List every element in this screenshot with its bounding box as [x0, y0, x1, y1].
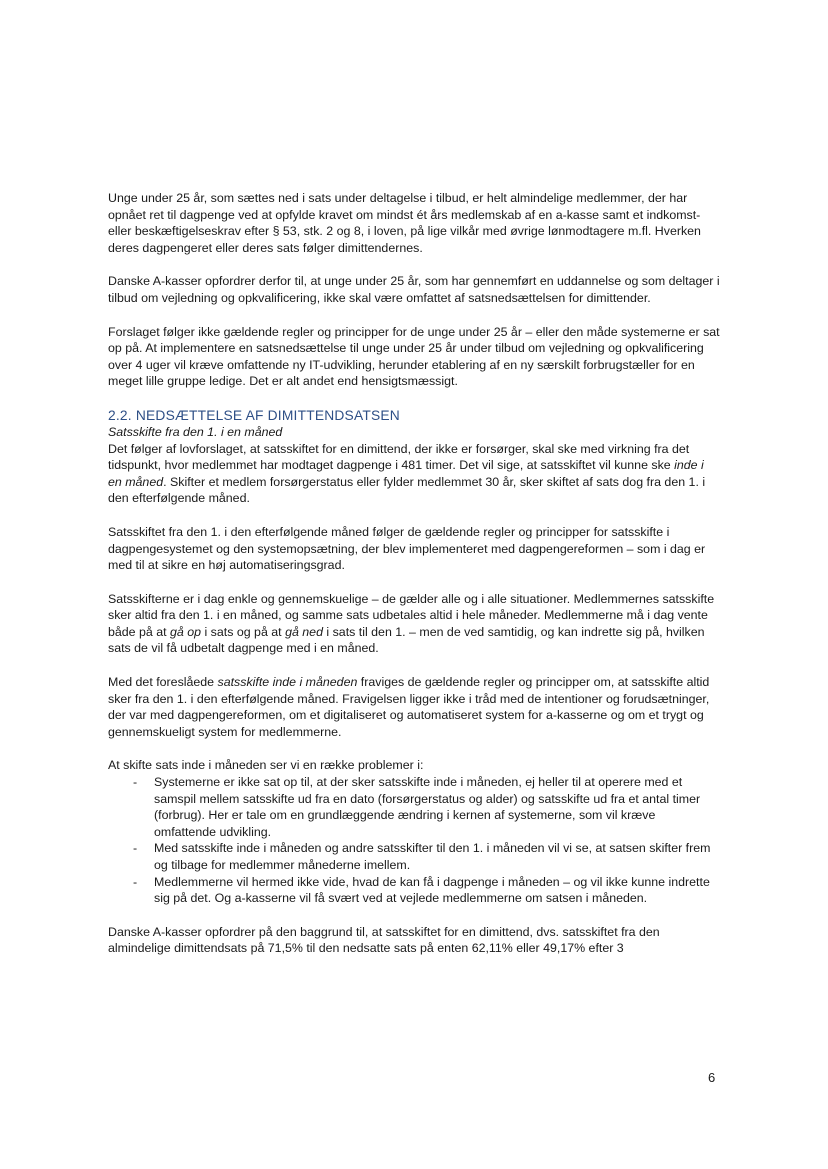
text-run: fraviges de gældende regler og principper om, at satsskifte altid sker fra den 1. i den efterfølgende måned. Fravigelsen ligger ikke i tråd med de intentioner og forudsætninger, der var med dagpengereformen, om et digitaliseret og automatiseret system for a-kasserne og om et trygt og gennemskueligt system for medlemmerne. [108, 675, 710, 739]
emphasis-gaa-op: gå op [170, 624, 202, 639]
emphasis-inde-i-en-maaned: inde i en måned [108, 458, 704, 489]
paragraph-foreslaaede [108, 674, 720, 740]
bullet-dash: - [133, 874, 138, 889]
list-item-text: Med satsskifte inde i måneden og andre satsskifter til den 1. i måneden vil vi se, at satsen skifter frem og tilbage for medlemmer månederne imellem. [154, 841, 711, 872]
paragraph-lovforslaget [108, 441, 720, 507]
bullet-dash: - [133, 775, 138, 790]
paragraph-satsskifterne [108, 591, 720, 657]
text-run: . Skifter et medlem forsørgerstatus eller fylder medlemmet 30 år, sker skiftet af sats dog fra den 1. i den efterfølgende måned. [108, 474, 706, 506]
paragraph-unge-under-25: Unge under 25 år, som sættes ned i sats under deltagelse i tilbud, er helt almindelige medlemmer, der har opnået ret til dagpenge ved at opfylde kravet om mindst ét års medlemskab af en a-kasse samt et indkomst- eller beskæftigelseskrav efter § 53, stk. 2 og 8, i loven, på lige vilkår med øvrige lønmodtagere m.fl. Hverken deres dagpengeret eller deres sats følger dimittendernes. [108, 191, 701, 255]
list-item-text: Medlemmerne vil hermed ikke vide, hvad de kan få i dagpenge i måneden – og vil ikke kunne indrette sig på det. Og a-kasserne vil få svært ved at vejlede medlemmerne om satsen i måneden. [154, 874, 710, 906]
emphasis-satsskifte-inde-i-maaneden: satsskifte inde i måneden [217, 675, 358, 690]
text-run: Satsskifterne er i dag enkle og gennemskuelige – de gælder alle og i alle situationer. Medlemmernes satsskifte sker altid fra den 1. i en måned, og samme sats udbetales altid i hele måneder. Medlemmerne må i dag vente både på at [108, 591, 715, 639]
text-run: i sats og på at [201, 624, 286, 639]
paragraph-problemer-lead: At skifte sats inde i måneden ser vi en række problemer i: [108, 758, 424, 773]
text-run: Det følger af lovforslaget, at satsskiftet for en dimittend, der ikke er forsørger, skal ske med virkning fra det tidspunkt, hvor medlemmet har modtaget dagpenge i 481 timer. Det vil sige, at satsskiftet vil kunne ske [108, 441, 690, 473]
section-subheading: Satsskifte fra den 1. i en måned [108, 424, 283, 439]
emphasis-gaa-ned: gå ned [285, 624, 323, 639]
document-page [108, 190, 720, 974]
bullet-dash: - [133, 841, 138, 856]
text-run: i sats til den 1. – men de ved samtidig, og kan indrette sig på, hvilken sats de vil få udbetalt dagpenge med i en måned. [108, 624, 705, 656]
paragraph-opfordring-unge: Danske A-kasser opfordrer derfor til, at unge under 25 år, som har gennemført en uddannelse og som deltager i tilbud om vejledning og opkvalificering, ikke skal være omfattet af satsnedsættelsen for dimittender. [108, 274, 720, 305]
section-heading: 2.2. NEDSÆTTELSE AF DIMITTENDSATSEN [108, 407, 400, 423]
paragraph-satsskiftet: Satsskiftet fra den 1. i den efterfølgende måned følger de gældende regler og principper for satsskifte i dagpengesystemet og den systemopsætning, der blev implementeret med dagpengereformen – som i dag er med til at sikre en høj automatiseringsgrad. [108, 524, 706, 573]
paragraph-opfordring-dimittend: Danske A-kasser opfordrer på den baggrund til, at satsskiftet for en dimittend, dvs. satsskiftet fra den almindelige dimittendsats på 71,5% til den nedsatte sats på enten 62,11% eller 49,17% efter 3 [108, 924, 660, 956]
page-number: 6 [708, 1070, 716, 1085]
list-item [108, 874, 720, 907]
list-item-text: Systemerne er ikke sat op til, at der sker satsskifte inde i måneden, ej heller til at operere med et samspil mellem satsskifte ud fra en dato (forsørgerstatus og alder) og satsskifte ud fra et antal timer (forbrug). Her er tale om en grundlæggende ændring i kernen af systemerne, som vil kræve omfattende udvikling. [154, 775, 701, 839]
list-item [108, 840, 720, 873]
text-run: Med det foreslåede [108, 675, 218, 690]
list-item [108, 774, 720, 840]
paragraph-forslaget: Forslaget følger ikke gældende regler og principper for de unge under 25 år – eller den måde systemerne er sat op på. At implementere en satsnedsættelse til unge under 25 år under tilbud om vejledning og opkvalificering over 4 uger vil kræve omfattende ny IT-udvikling, herunder etablering af en ny særskilt forbrugstæller for en meget lille gruppe ledige. Det er alt andet end hensigtsmæssigt. [108, 324, 720, 389]
problem-list [108, 774, 720, 907]
